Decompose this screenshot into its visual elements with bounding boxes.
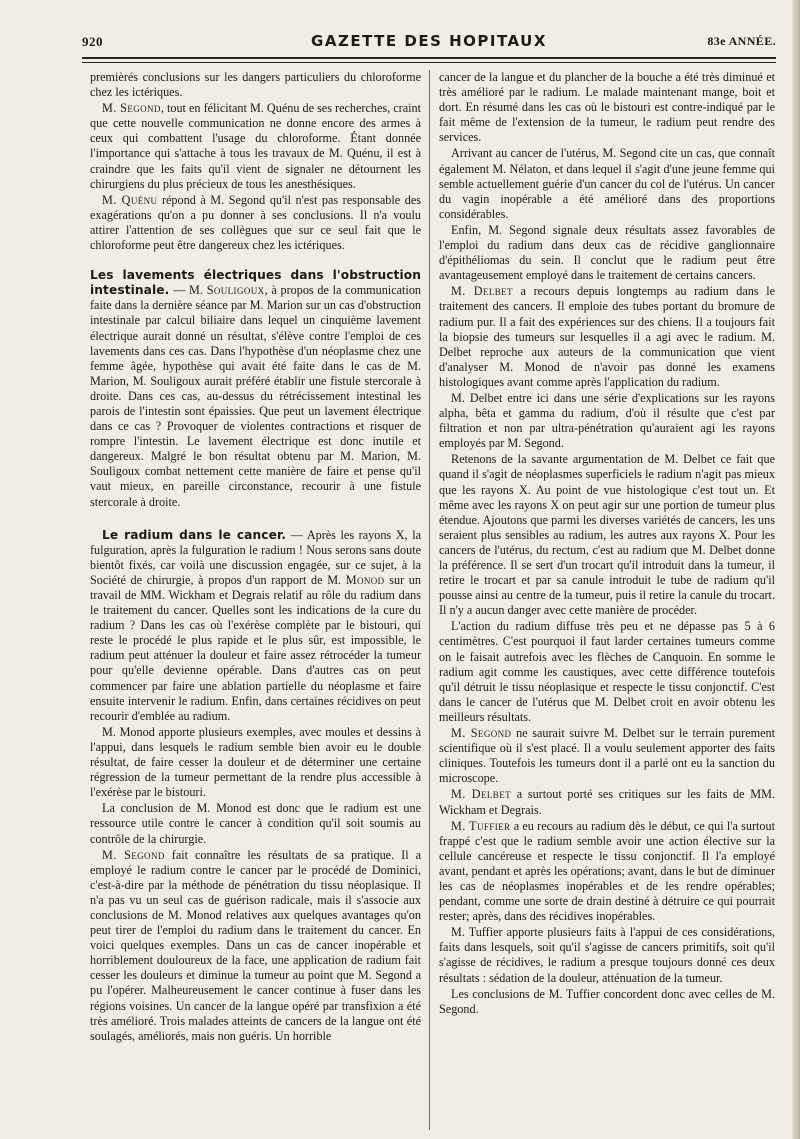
paragraph: Arrivant au cancer de l'utérus, M. Segond cite un cas, que connaît également M. Nélaton, et dans lequel il s'agit d'une jeune femme qui semble actuellement guérie d'un cancer du col de l'utérus. Un cancer du vagin inopérable a été amélioré dans des proportions considérables.: [439, 146, 775, 221]
section-paragraph: [90, 528, 421, 724]
paragraph: [439, 726, 775, 786]
left-column: [90, 70, 421, 1045]
paragraph: cancer de la langue et du plancher de la bouche a été très diminué et très amélioré par le radium. Le malade maintenant mange, boit et dort. En résumé dans les cas où le bistouri est contre-indiqué par le fait même de l'extension de la tumeur, le radium peut rendre des services.: [439, 70, 775, 145]
right-column: [439, 70, 775, 1018]
section-paragraph: [90, 268, 421, 510]
speaker-name: M. Quénu: [102, 192, 158, 207]
paragraph: [90, 848, 421, 1044]
page-edge-shadow: [792, 0, 800, 1139]
paragraph: [90, 101, 421, 192]
paragraph: [439, 284, 775, 390]
paragraph-text: a eu recours au radium dès le début, ce qui l'a surtout frappé c'est que le radium semble avoir une action élective sur la cellule cancéreuse et respecte le tissu conjonctif. Il l'a employé avant, pendant et après les opérations; avant, dans le but de diminuer les cas de néoplasmes inopérables et de les rendre opérables; pendant, comme une sorte de drain destiné à détruire ce qui pourrait rester; après, dans des récidives inopérables.: [439, 818, 775, 924]
paragraph: [439, 819, 775, 925]
column-divider: [429, 70, 430, 1130]
speaker-name: M. Segond: [451, 726, 512, 741]
page-number: 920: [82, 34, 103, 49]
paragraph-text: , tout en félicitant M. Quénu de ses recherches, craint que cette nouvelle communication ne donne encore des armes à ceux qui combattent l'usage du chloroforme. Étant donnée l'importance qui s'attache à tous les travaux de M. Quénu, il est à craindre que les faits qu'il vient de signaler ne détournent les chirurgiens du plus précieux de tous les anesthésiques.: [90, 101, 421, 191]
paragraph: Enfin, M. Segond signale deux résultats assez favorables de l'emploi du radium dans deux cas de récidive ganglionnaire d'épithéliomas du sein. Il conclut que le radium peut être avantageusement employé dans le traitement de certains cancers.: [439, 222, 775, 283]
speaker-name: Souligoux: [206, 283, 265, 298]
spacer: [90, 254, 421, 268]
paragraph-text: — M.: [169, 283, 207, 298]
paragraph: [439, 787, 775, 817]
header-rule-thick: [82, 57, 776, 59]
paragraph: Les conclusions de M. Tuffier concordent donc avec celles de M. Segond.: [439, 986, 775, 1016]
spacer: [90, 511, 421, 528]
paragraph: M. Tuffier apporte plusieurs faits à l'appui de ces considérations, faits dans lesquels, soit qu'il s'agisse de cancers primitifs, soit qu'il s'agisse de récidives, le radium a presque toujours donné ces deux résultats : sédation de la douleur, atténuation de la tumeur.: [439, 925, 775, 985]
paragraph: La conclusion de M. Monod est donc que le radium est une ressource utile contre le cancer à condition qu'il soit soumis au contrôle de la chirurgie.: [90, 801, 421, 846]
paragraph-text: fait connaître les résultats de sa pratique. Il a employé le radium contre le cancer par le procédé de Dominici, c'est-à-dire par la méthode de pénétration du tissu néoplasique. Il n'a pas vu un seul cas de guérison radicale, mais il s'associe aux conclusions de M. Monod relatives aux quelques avantages qu'on peut tirer de l'emploi du radium dans le traitement du cancer. En voici quelques exemples. Dans un cas de cancer inopérable et horriblement douloureux de la face, une application de radium fait cesser les douleurs et diminue la tumeur au point que M. Segond a pu l'opérer. Malheureusement le cancer continue à fuser dans les régions voisines. Un cancer de la langue opéré par transfixion a été très amélioré. Trois malades atteints de cancers de la langue ont été soulagés, améliorés, mais non guéris. Un horrible: [90, 847, 421, 1043]
speaker-name: M. Tuffier: [451, 818, 511, 833]
paragraph: M. Delbet entre ici dans une série d'explications sur les rayons alpha, bêta et gamma du radium, d'où il résulte que c'est par filtration et non par ultra-pénétration qu'auraient agi les rayons employés par M. Segond.: [439, 390, 775, 451]
speaker-name: M. Delbet: [451, 787, 511, 802]
speaker-name: M. Delbet: [451, 284, 513, 299]
paragraph: premièrés conclusions sur les dangers particuliers du chloroforme chez les ictériques.: [90, 70, 421, 100]
paragraph-text: ne saurait suivre M. Delbet sur le terrain purement scientifique où il s'est placé. Il a voulu seulement apporter des faits cliniques. Toutefois les tumeurs dont il a parlé ont eu la sanction du microscope.: [439, 726, 775, 786]
publication-title: GAZETTE DES HOPITAUX: [311, 32, 547, 50]
section-title: Les lavements électriques dans l'obstruction intestinale.: [90, 268, 421, 298]
paragraph-text: a surtout porté ses critiques sur les faits de MM. Wickham et Degrais.: [439, 787, 775, 817]
header-rule-thin: [82, 62, 776, 63]
paragraph: M. Monod apporte plusieurs exemples, avec moules et dessins à l'appui, dans lesquels le radium semble bien avoir eu le double résultat, de faire cesser la douleur et de déterminer une certaine régression de la tumeur permettant de la rendre plus accessible à l'exérèse par le bistouri.: [90, 724, 421, 800]
section-title: Le radium dans le cancer.: [102, 527, 287, 542]
paragraph-text: sur un travail de MM. Wickham et Degrais relatif au rôle du radium dans le traitement du cancer. Quelles sont les indications de la cure du radium ? Dans les cas où l'exérèse complète par le bistouri, qui reste le procédé le plus rapide et le plus sûr, est impossible, le radium peut atténuer la douleur et faire assez rétrocéder la tumeur pour qu'elle devienne opérable. Dans d'autres cas on peut commencer par faire une ablation partielle du néoplasme et faire ensuite intervenir le radium. Enfin, dans certaines récidives on peut recourir d'emblée au radium.: [90, 572, 421, 723]
year-label: 83e ANNÉE.: [707, 34, 776, 48]
speaker-name: Monod: [345, 572, 385, 587]
paragraph: Retenons de la savante argumentation de M. Delbet ce fait que quand il s'agit de néoplasmes superficiels le radium n'agit pas mieux que les rayons X. Au point de vue histologique c'est tout un. Et même avec les rayons X on peut agir sur une portion de tumeur plus étendue. Ajoutons que parmi les diverses variétés de cancers, les uns seraient plus sensibles au radium, les autres aux rayons X. Pour les cancers de l'utérus, du rectum, c'est au radium que M. Delbet donne la préférence. Il se sert d'un trocart qu'il introduit dans la tumeur, il retire le trocart et par sa canule introduit le tube de radium qu'il pousse ainsi au centre de la tumeur, puis il retire la canule du trocart. Il n'y a aucun danger avec cette manière de procéder.: [439, 452, 775, 618]
paragraph-text: , à propos de la communication faite dans la dernière séance par M. Marion sur un cas d'obstruction intestinale par calcul biliaire dans lequel un cinquième lavement électrique aurait donné un résultat, s'élève contre l'emploi de ces lavements dans ces cas. Dans l'hypothèse d'un néoplasme chez une femme âgée, hypothèse qui avait été faite dans le cas de M. Marion, M. Souligoux aurait préféré établir une fistule stercorale à droite. Dans ces cas, au-dessus du rétrécissement intestinal les parois de l'intestin sont épaissies. Que peut un lavement électrique dans ce cas ? Provoquer de violentes contractions et risquer de rompre l'intestin. Le lavement électrique est donc inutile et dangereux. Malgré le bon résultat obtenu par M. Marion, M. Souligoux combat nettement cette manière de faire et pense qu'il vaut mieux, en pareille circonstance, recourir à une fistule stercorale à droite.: [90, 283, 422, 509]
paragraph-text: a recours depuis longtemps au radium dans le traitement des cancers. Il emploie des tubes portant du bromure de radium pur. Il a fait des expériences sur des chiens. Il a toujours fait la biopsie des tumeurs sur lesquelles il a agi avec le radium. M. Delbet reproche aux auteurs de la communication que vient d'analyser M. Monod de n'avoir pas donné les examens histologiques avant comme après l'application du radium.: [439, 284, 775, 389]
speaker-name: M. Segond: [102, 101, 161, 116]
paragraph: L'action du radium diffuse très peu et ne dépasse pas 5 à 6 centimètres. C'est pourquoi il faut larder certaines tumeurs comme on le faisait autrefois avec les flèches de Canquoin. En somme le radium agit comme les caustiques, avec cette différence toutefois qu'il détruit le tissu néoplasique et respecte le tissu conjonctif. C'est dans le cancer de l'utérus que M. Delbet croit en avoir obtenu les meilleurs résultats.: [439, 619, 775, 724]
paragraph-text: répond à M. Segond qu'il n'est pas responsable des exagérations qu'on a pu donner à ses conclusions. Il n'a voulu attirer l'attention de ses collègues que sur ce seul fait que le chloroforme peut être dangereux chez les ictériques.: [90, 192, 421, 253]
speaker-name: M. Segond: [102, 847, 165, 862]
page-header: [82, 30, 776, 54]
paragraph: [90, 193, 421, 253]
paragraph-text: — Après les rayons X, la fulguration, après la fulguration le radium ! Nous serons sans doute bientôt fixés, car voilà une discussion engagée, sur ce sujet, à la Société de chirurgie, à propos d'un rapport de M.: [90, 527, 422, 587]
